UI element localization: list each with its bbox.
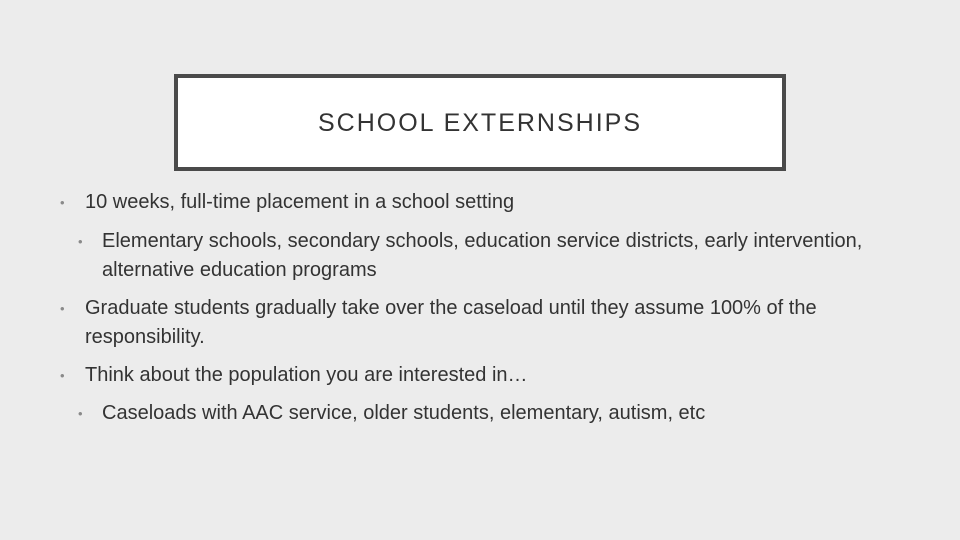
bullet-dot-icon: •	[60, 301, 65, 316]
bullet-text: Think about the population you are interested in…	[85, 364, 528, 386]
bullet-dot-icon: •	[78, 406, 83, 421]
bullet-item	[58, 361, 918, 390]
bullet-text: Caseloads with AAC service, older students, elementary, autism, etc	[102, 402, 706, 424]
sub-bullet-item	[58, 227, 918, 285]
bullet-list	[58, 188, 918, 437]
bullet-text: 10 weeks, full-time placement in a school setting	[85, 191, 515, 213]
slide-title-box	[174, 74, 786, 171]
bullet-dot-icon: •	[78, 234, 83, 249]
bullet-item	[58, 294, 918, 352]
bullet-item	[58, 188, 918, 217]
sub-bullet-item	[58, 399, 918, 428]
bullet-text: Elementary schools, secondary schools, education service districts, early intervention, alternative education programs	[102, 230, 863, 281]
bullet-text: Graduate students gradually take over the caseload until they assume 100% of the responsibility.	[85, 297, 817, 348]
slide-title: SCHOOL EXTERNSHIPS	[317, 109, 643, 137]
bullet-dot-icon: •	[60, 368, 65, 383]
bullet-dot-icon: •	[60, 195, 65, 210]
